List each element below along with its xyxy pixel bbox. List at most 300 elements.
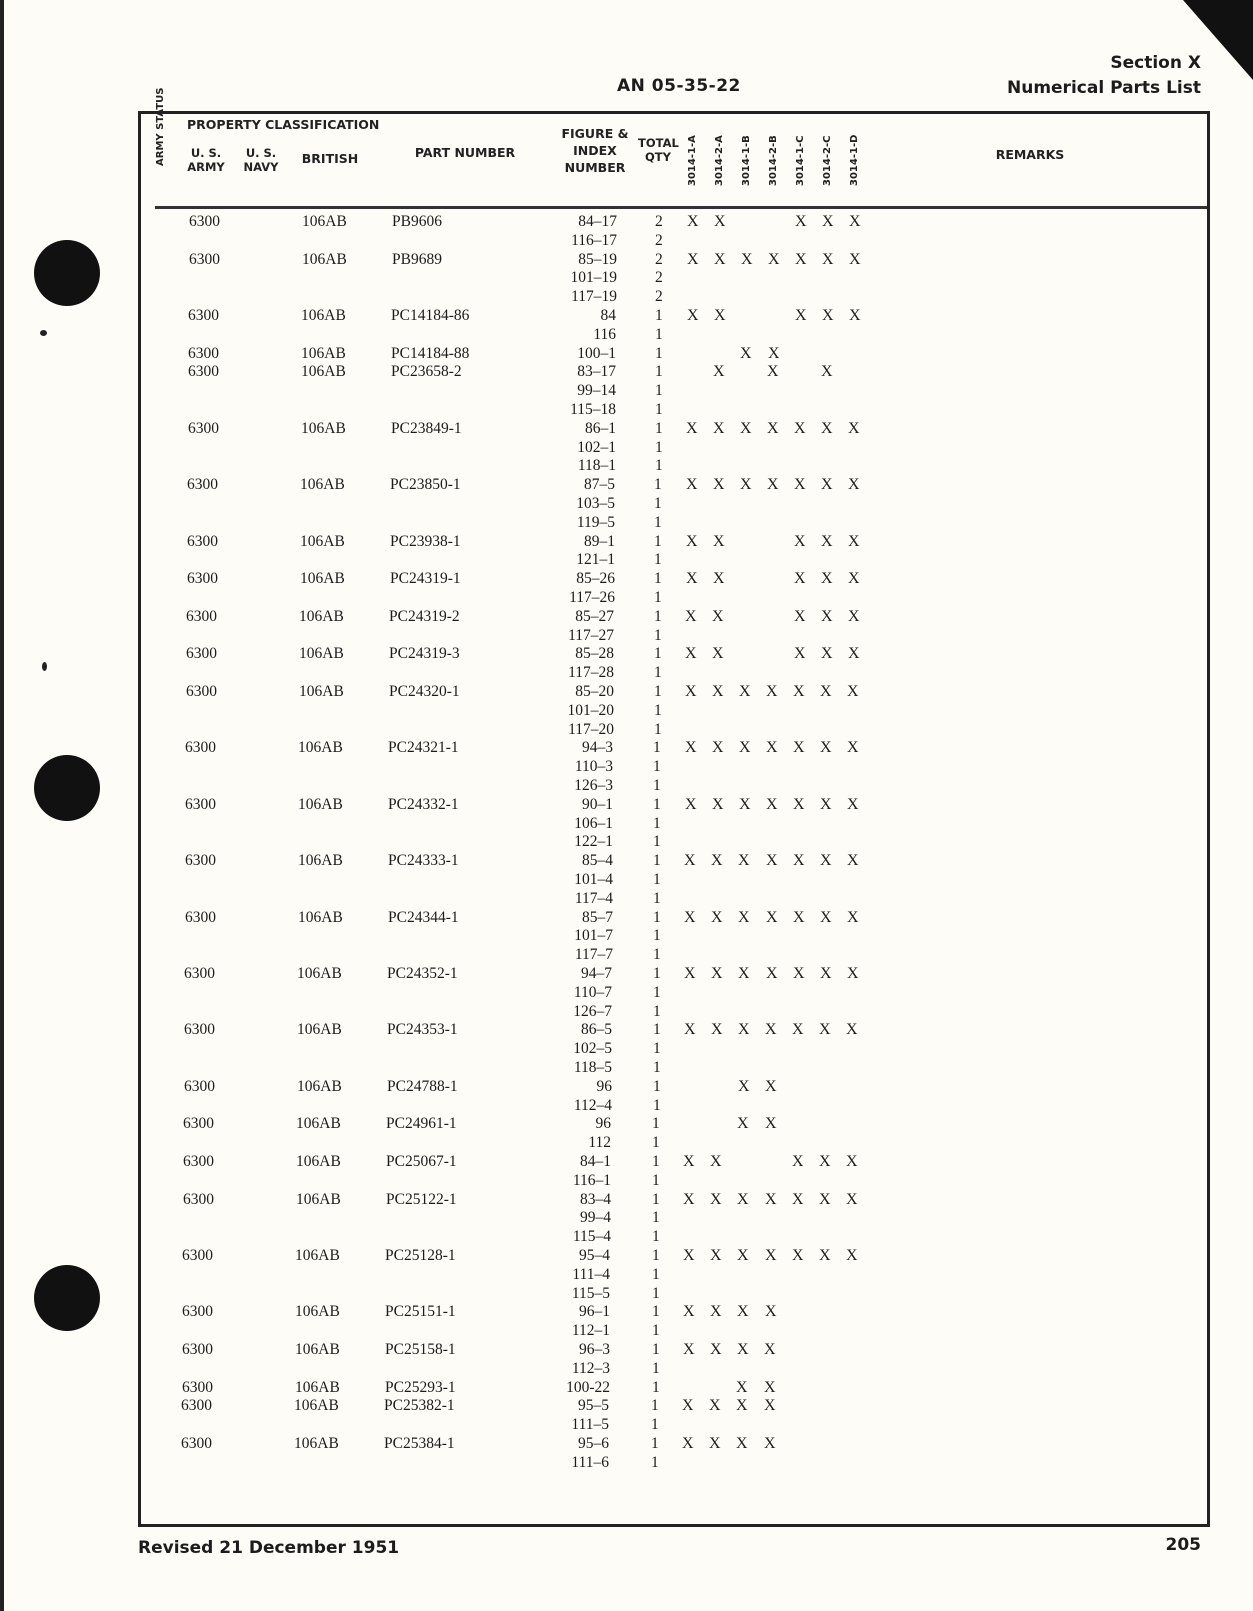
total-qty: 2 (655, 213, 663, 230)
figure-index-number: 116–17 (571, 231, 617, 249)
usage-mark-3014-2-b: X (766, 908, 778, 926)
part-number: PC24319-2 (389, 607, 460, 625)
usage-mark-3014-1-a: X (684, 965, 696, 982)
usage-mark-3014-1-b: X (737, 1247, 749, 1264)
usage-mark-3014-2-b: X (764, 1378, 776, 1396)
figure-index-number: 95–5 (578, 1397, 609, 1415)
total-qty: 1 (655, 344, 663, 362)
british-code: 106AB (301, 344, 346, 362)
usage-mark-3014-1-a: X (684, 908, 696, 926)
total-qty: 1 (654, 495, 662, 512)
figure-index-number: 84–1 (580, 1153, 611, 1170)
us-army-code: 6300 (182, 1378, 213, 1396)
figure-index-number: 112 (588, 1134, 611, 1152)
british-code: 106AB (299, 607, 344, 625)
figure-index-number: 89–1 (584, 532, 615, 550)
usage-mark-3014-1-d: X (847, 965, 859, 982)
usage-mark-3014-2-b: X (765, 1115, 777, 1133)
usage-mark-3014-2-a: X (711, 852, 723, 870)
usage-mark-3014-1-c: X (792, 1153, 804, 1170)
usage-mark-3014-1-a: X (686, 419, 698, 437)
usage-mark-3014-1-b: X (739, 739, 751, 757)
part-number: PC24321-1 (388, 739, 459, 757)
figure-index-number: 110–3 (574, 758, 613, 776)
total-qty: 1 (653, 739, 661, 757)
british-code: 106AB (301, 363, 346, 381)
binder-hole-1 (34, 240, 100, 306)
total-qty: 1 (654, 532, 662, 550)
usage-mark-3014-2-a: X (713, 363, 725, 381)
british-code: 106AB (301, 419, 346, 437)
figure-index-number: 116 (593, 325, 616, 343)
total-qty: 1 (651, 1416, 659, 1434)
usage-mark-3014-1-c: X (792, 1247, 804, 1264)
figure-index-number: 111–5 (571, 1416, 609, 1434)
total-qty: 1 (652, 1284, 660, 1302)
usage-mark-3014-2-a: X (713, 476, 725, 494)
british-header: BRITISH (301, 151, 359, 166)
figure-index-number: 83–17 (577, 363, 616, 381)
usage-mark-3014-1-a: X (685, 645, 697, 663)
usage-mark-3014-2-c: X (819, 1247, 831, 1264)
part-number: PC25128-1 (385, 1247, 456, 1264)
part-number: PB9606 (392, 213, 442, 230)
total-qty: 1 (653, 946, 661, 964)
part-number: PC25158-1 (385, 1341, 456, 1358)
usage-mark-3014-2-a: X (712, 607, 724, 625)
usage-mark-3014-2-b: X (766, 965, 778, 982)
total-qty: 1 (652, 1359, 660, 1377)
total-qty: 1 (652, 1341, 660, 1358)
usage-mark-3014-2-c: X (822, 213, 834, 230)
figure-index-number: 111–4 (572, 1265, 610, 1283)
british-code: 106AB (301, 307, 346, 324)
british-code: 106AB (300, 570, 345, 588)
total-qty: 1 (653, 871, 661, 888)
british-code: 106AB (298, 908, 343, 926)
total-qty: 1 (654, 589, 662, 606)
binder-hole-2 (34, 755, 100, 821)
figure-index-number: 85–19 (578, 250, 617, 268)
usage-mark-3014-2-c: X (819, 1021, 831, 1039)
british-code: 106AB (299, 683, 344, 700)
usage-mark-3014-1-d: X (847, 683, 859, 700)
us-army-code: 6300 (183, 1190, 214, 1208)
figure-index-number: 118–5 (573, 1059, 612, 1076)
usage-mark-3014-1-d: X (848, 570, 860, 588)
usage-mark-3014-2-a: X (712, 683, 724, 700)
usage-mark-3014-2-c: X (820, 965, 832, 982)
total-qty: 1 (655, 382, 663, 400)
usage-mark-3014-1-a: X (687, 250, 699, 268)
figure-index-number: 85–20 (575, 683, 614, 700)
british-code: 106AB (295, 1303, 340, 1321)
figure-index-number: 117–20 (568, 720, 614, 738)
usage-mark-3014-1-a: X (683, 1303, 695, 1321)
british-code: 106AB (298, 739, 343, 757)
total-qty: 1 (655, 307, 663, 324)
usage-mark-3014-1-d: X (848, 532, 860, 550)
usage-mark-3014-1-d: X (848, 607, 860, 625)
us-army-code: 6300 (188, 419, 219, 437)
usage-mark-3014-2-c: X (821, 645, 833, 663)
british-code: 106AB (294, 1397, 339, 1415)
usage-mark-3014-1-c: X (793, 908, 805, 926)
figure-index-number: 117–4 (574, 889, 613, 907)
figure-index-number: 112–1 (571, 1322, 610, 1340)
usage-mark-3014-2-c: X (820, 908, 832, 926)
usage-mark-3014-1-c: X (794, 607, 806, 625)
part-number: PC14184-88 (391, 344, 470, 362)
usage-mark-3014-1-a: X (683, 1247, 695, 1264)
remarks-header: REMARKS (995, 147, 1065, 162)
usage-mark-3014-2-b: X (767, 419, 779, 437)
usage-mark-3014-2-c: X (821, 607, 833, 625)
british-code: 106AB (299, 645, 344, 663)
part-number: PC23658-2 (391, 363, 462, 381)
usage-mark-3014-1-a: X (686, 476, 698, 494)
part-number: PC25151-1 (385, 1303, 456, 1321)
figure-index-number: 115–5 (571, 1284, 610, 1302)
usage-mark-3014-1-a: X (687, 213, 699, 230)
total-qty: 1 (652, 1209, 660, 1227)
british-code: 106AB (298, 852, 343, 870)
figure-index-number: 117–19 (571, 288, 617, 306)
usage-mark-3014-1-b: X (737, 1341, 749, 1358)
total-qty: 1 (653, 983, 661, 1001)
part-number: PC25382-1 (384, 1397, 455, 1415)
total-qty: 2 (655, 231, 663, 249)
figure-index-number: 122–1 (574, 833, 613, 851)
figure-index-number: 95–4 (579, 1247, 610, 1264)
usage-mark-3014-1-d: X (847, 739, 859, 757)
model-header-3014-1-a: 3014-1-A (687, 135, 698, 186)
figure-index-number: 86–1 (585, 419, 616, 437)
part-number: PC24319-3 (389, 645, 460, 663)
usage-mark-3014-2-a: X (714, 250, 726, 268)
part-number: PC23850-1 (390, 476, 461, 494)
usage-mark-3014-2-a: X (710, 1190, 722, 1208)
usage-mark-3014-2-a: X (711, 965, 723, 982)
us-army-code: 6300 (185, 852, 216, 870)
usage-mark-3014-1-c: X (793, 739, 805, 757)
british-code: 106AB (296, 1190, 341, 1208)
usage-mark-3014-2-c: X (819, 1190, 831, 1208)
usage-mark-3014-1-d: X (847, 908, 859, 926)
total-qty: 2 (655, 269, 663, 287)
figure-index-number: 83–4 (580, 1190, 611, 1208)
figure-index-number: 118–1 (577, 457, 616, 475)
usage-mark-3014-2-a: X (710, 1153, 722, 1170)
model-header-3014-2-c: 3014-2-C (822, 135, 833, 186)
total-qty: 1 (655, 419, 663, 437)
figure-index-number: 96–1 (579, 1303, 610, 1321)
total-qty: 1 (653, 852, 661, 870)
figure-index-number: 121–1 (576, 551, 615, 569)
usage-mark-3014-1-c: X (794, 419, 806, 437)
usage-mark-3014-2-b: X (766, 739, 778, 757)
part-number: PB9689 (392, 250, 442, 268)
usage-mark-3014-1-d: X (846, 1190, 858, 1208)
total-qty: 1 (651, 1435, 659, 1452)
usage-mark-3014-1-a: X (683, 1341, 695, 1358)
usage-mark-3014-2-a: X (712, 739, 724, 757)
usage-mark-3014-2-b: X (766, 683, 778, 700)
usage-mark-3014-1-c: X (793, 683, 805, 700)
usage-mark-3014-1-d: X (848, 419, 860, 437)
british-code: 106AB (295, 1247, 340, 1264)
figure-index-number: 101–19 (570, 269, 617, 287)
us-army-code: 6300 (181, 1397, 212, 1415)
usage-mark-3014-1-b: X (736, 1378, 748, 1396)
total-qty: 1 (651, 1453, 659, 1471)
total-qty: 1 (654, 701, 662, 719)
figure-index-number: 94–7 (581, 965, 612, 982)
usage-mark-3014-2-b: X (768, 250, 780, 268)
usage-mark-3014-2-a: X (714, 213, 726, 230)
usage-mark-3014-2-c: X (821, 419, 833, 437)
figure-index-number: 110–7 (573, 983, 612, 1001)
part-number: PC24319-1 (390, 570, 461, 588)
usage-mark-3014-1-d: X (846, 1247, 858, 1264)
document-id: AN 05-35-22 (617, 76, 741, 96)
usage-mark-3014-1-b: X (738, 1077, 750, 1095)
british-code: 106AB (300, 532, 345, 550)
part-number: PC14184-86 (391, 307, 470, 324)
revision-date: Revised 21 December 1951 (138, 1538, 400, 1558)
section-heading (1007, 51, 1201, 101)
us-army-code: 6300 (188, 344, 219, 362)
us-army-code: 6300 (181, 1435, 212, 1452)
total-qty: 1 (653, 814, 661, 832)
header-divider (155, 206, 1207, 209)
figure-index-number: 85–26 (576, 570, 615, 588)
total-qty: 1 (654, 513, 662, 531)
usage-mark-3014-1-c: X (793, 795, 805, 813)
usage-mark-3014-2-c: X (821, 363, 833, 381)
usage-mark-3014-2-a: X (711, 1021, 723, 1039)
total-qty: 1 (653, 833, 661, 851)
us-army-code: 6300 (185, 739, 216, 757)
british-code: 106AB (294, 1435, 339, 1452)
us-army-code: 6300 (185, 908, 216, 926)
usage-mark-3014-2-b: X (765, 1247, 777, 1264)
part-number: PC24332-1 (388, 795, 459, 813)
total-qty: 1 (652, 1303, 660, 1321)
part-number: PC24352-1 (387, 965, 458, 982)
part-number: PC23849-1 (391, 419, 462, 437)
usage-mark-3014-2-c: X (819, 1153, 831, 1170)
figure-index-number: 84 (600, 307, 616, 324)
usage-mark-3014-1-b: X (736, 1397, 748, 1415)
usage-mark-3014-2-a: X (710, 1303, 722, 1321)
figure-index-number: 101–4 (574, 871, 613, 888)
total-qty: 1 (653, 1021, 661, 1039)
model-header-3014-2-b: 3014-2-B (768, 135, 779, 186)
total-qty: 1 (654, 551, 662, 569)
total-qty: 1 (654, 720, 662, 738)
british-code: 106AB (295, 1341, 340, 1358)
total-qty: 1 (654, 645, 662, 663)
total-qty: 1 (653, 1040, 661, 1058)
usage-mark-3014-1-c: X (794, 570, 806, 588)
figure-index-number: 117–7 (574, 946, 613, 964)
british-code: 106AB (300, 476, 345, 494)
part-number-header: PART NUMBER (414, 145, 516, 160)
usage-mark-3014-2-b: X (767, 476, 779, 494)
usage-mark-3014-2-c: X (822, 250, 834, 268)
usage-mark-3014-2-c: X (820, 852, 832, 870)
part-number: PC24788-1 (387, 1077, 458, 1095)
total-qty: 1 (652, 1134, 660, 1152)
part-number: PC24320-1 (389, 683, 460, 700)
figure-index-number: 87–5 (584, 476, 615, 494)
figure-index-number: 95–6 (578, 1435, 609, 1452)
usage-mark-3014-2-a: X (713, 532, 725, 550)
usage-mark-3014-1-b: X (741, 250, 753, 268)
usage-mark-3014-2-a: X (713, 419, 725, 437)
total-qty: 1 (652, 1265, 660, 1283)
us-army-code: 6300 (182, 1247, 213, 1264)
total-qty: 1 (652, 1247, 660, 1264)
usage-mark-3014-2-b: X (765, 1190, 777, 1208)
usage-mark-3014-1-d: X (849, 250, 861, 268)
usage-mark-3014-1-b: X (738, 1021, 750, 1039)
total-qty: 1 (654, 683, 662, 700)
us-army-code: 6300 (183, 1115, 214, 1133)
usage-mark-3014-1-c: X (794, 476, 806, 494)
total-qty: 1 (652, 1378, 660, 1396)
total-qty: 1 (652, 1322, 660, 1340)
british-code: 106AB (302, 213, 347, 230)
usage-mark-3014-2-c: X (820, 739, 832, 757)
usage-mark-3014-1-d: X (847, 852, 859, 870)
british-code: 106AB (297, 965, 342, 982)
figure-index-number: 96 (595, 1115, 611, 1133)
usage-mark-3014-1-a: X (683, 1190, 695, 1208)
british-code: 106AB (298, 795, 343, 813)
usage-mark-3014-1-a: X (685, 607, 697, 625)
figure-index-number: 86–5 (581, 1021, 612, 1039)
binder-hole-3 (34, 1265, 100, 1331)
total-qty: 1 (655, 325, 663, 343)
us-army-code: 6300 (187, 570, 218, 588)
usage-mark-3014-2-a: X (709, 1435, 721, 1452)
figure-index-number: 126–3 (574, 777, 613, 794)
usage-mark-3014-2-b: X (765, 1303, 777, 1321)
figure-index-number: 102–1 (577, 438, 616, 456)
usage-mark-3014-1-a: X (683, 1153, 695, 1170)
usage-mark-3014-1-a: X (684, 852, 696, 870)
part-number: PC24344-1 (388, 908, 459, 926)
figure-index-number: 102–5 (573, 1040, 612, 1058)
usage-mark-3014-2-b: X (767, 363, 779, 381)
figure-index-number: 115–4 (572, 1228, 611, 1246)
usage-mark-3014-1-d: X (849, 307, 861, 324)
usage-mark-3014-1-a: X (687, 307, 699, 324)
figure-index-number: 119–5 (576, 513, 615, 531)
model-header-3014-1-c: 3014-1-C (795, 135, 806, 186)
usage-mark-3014-1-a: X (682, 1435, 694, 1452)
figure-index-number: 117–28 (568, 664, 614, 682)
usage-mark-3014-1-a: X (685, 795, 697, 813)
usage-mark-3014-1-c: X (792, 1021, 804, 1039)
figure-index-number: 101–7 (574, 927, 613, 945)
scan-speck (40, 330, 47, 336)
usage-mark-3014-2-a: X (713, 570, 725, 588)
us-army-code: 6300 (184, 1021, 215, 1039)
total-qty: 1 (654, 476, 662, 494)
usage-mark-3014-2-a: X (714, 307, 726, 324)
us-army-code: 6300 (189, 213, 220, 230)
total-qty: 1 (655, 363, 663, 381)
total-qty: 1 (653, 889, 661, 907)
section-label: Section X (1110, 53, 1201, 73)
british-code: 106AB (296, 1153, 341, 1170)
usage-mark-3014-1-a: X (685, 739, 697, 757)
usage-mark-3014-2-a: X (711, 908, 723, 926)
figure-index-number: 85–28 (575, 645, 614, 663)
figure-index-number: 117–27 (568, 626, 614, 644)
usage-mark-3014-2-b: X (765, 1077, 777, 1095)
usage-mark-3014-1-d: X (848, 645, 860, 663)
us-army-code: 6300 (186, 645, 217, 663)
total-qty: 1 (653, 908, 661, 926)
figure-index-number: 96 (596, 1077, 612, 1095)
total-qty: 1 (655, 438, 663, 456)
british-code: 106AB (302, 250, 347, 268)
usage-mark-3014-1-b: X (738, 908, 750, 926)
figure-index-number: 101–20 (567, 701, 614, 719)
figure-index-number: 117–26 (569, 589, 615, 606)
us-army-code: 6300 (186, 607, 217, 625)
figure-index-number: 94–3 (582, 739, 613, 757)
total-qty: 2 (655, 288, 663, 306)
model-header-3014-2-a: 3014-2-A (714, 135, 725, 186)
usage-mark-3014-1-c: X (795, 213, 807, 230)
total-qty: 1 (653, 758, 661, 776)
usage-mark-3014-1-b: X (739, 683, 751, 700)
part-number: PC24353-1 (387, 1021, 458, 1039)
usage-mark-3014-1-b: X (736, 1435, 748, 1452)
usage-mark-3014-2-a: X (712, 795, 724, 813)
usage-mark-3014-1-a: X (685, 683, 697, 700)
total-qty: 1 (653, 1096, 661, 1114)
part-number: PC24333-1 (388, 852, 459, 870)
total-qty-header: TOTAL QTY (638, 136, 679, 164)
figure-index-number: 116–1 (572, 1171, 611, 1189)
usage-mark-3014-2-a: X (710, 1247, 722, 1264)
total-qty: 1 (652, 1115, 660, 1133)
usage-mark-3014-2-b: X (766, 795, 778, 813)
part-number: PC23938-1 (390, 532, 461, 550)
usage-mark-3014-1-b: X (737, 1303, 749, 1321)
usage-mark-3014-2-c: X (821, 570, 833, 588)
part-number: PC25384-1 (384, 1435, 455, 1452)
figure-index-number: 103–5 (576, 495, 615, 512)
part-number: PC24961-1 (386, 1115, 457, 1133)
usage-mark-3014-2-b: X (764, 1435, 776, 1452)
usage-mark-3014-1-b: X (740, 344, 752, 362)
property-classification-header: PROPERTY CLASSIFICATION (187, 117, 380, 132)
usage-mark-3014-1-c: X (795, 250, 807, 268)
usage-mark-3014-1-c: X (793, 852, 805, 870)
usage-mark-3014-2-c: X (821, 476, 833, 494)
figure-index-number: 85–7 (582, 908, 613, 926)
page-number: 205 (1165, 1535, 1201, 1555)
usage-mark-3014-1-c: X (792, 1190, 804, 1208)
usage-mark-3014-1-a: X (682, 1397, 694, 1415)
